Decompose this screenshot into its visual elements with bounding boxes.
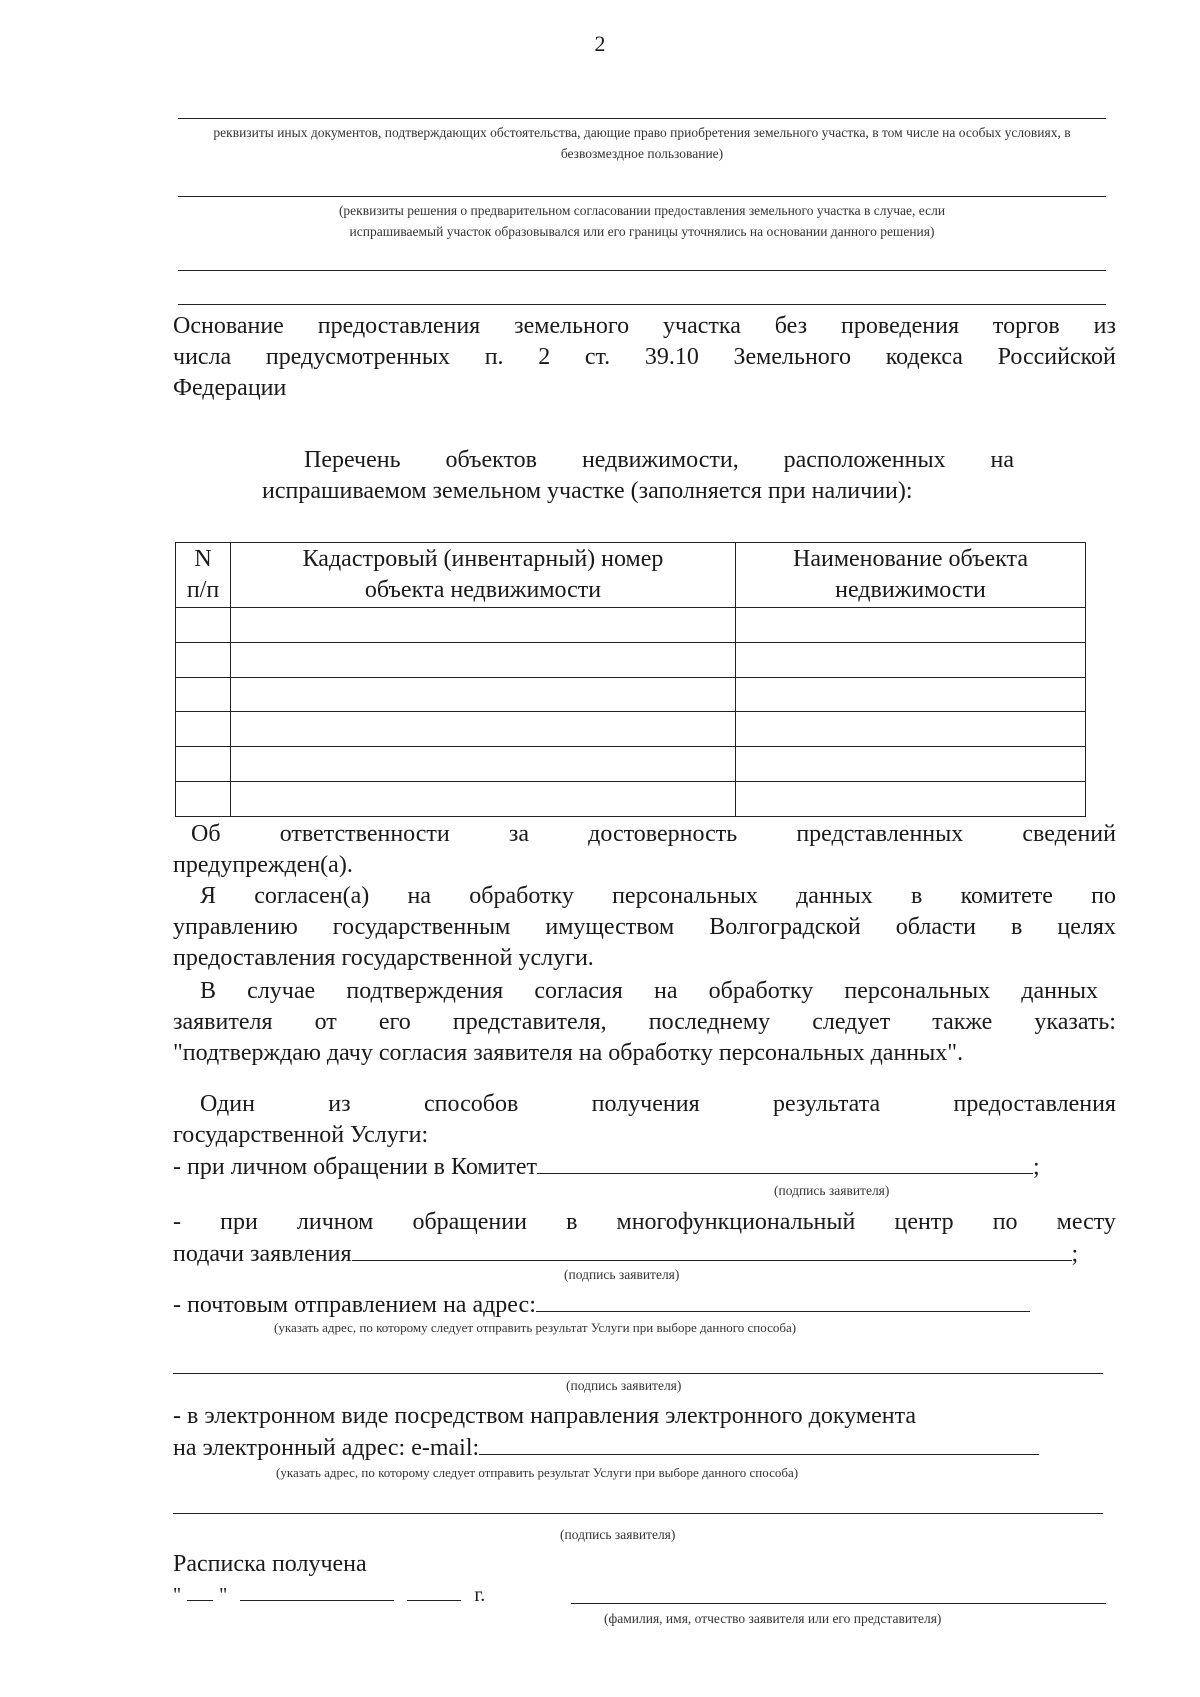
word: комитете [960,883,1053,909]
word: получения [591,1091,700,1117]
word: за [508,821,530,847]
in-person-signature-field[interactable] [537,1151,1033,1174]
word: земельного [514,313,630,339]
header-object-name-line2: недвижимости [835,577,986,603]
method-electronic-label: на электронный адрес: e-mail: [173,1435,480,1461]
word: торгов [992,313,1060,339]
word: В [200,978,217,1004]
word: последнему [648,1009,771,1035]
word: п. [484,344,504,370]
word: заявителя [173,1009,273,1035]
word: на [653,978,678,1004]
word: Российской [997,344,1116,370]
word: случае [247,978,316,1004]
word: персональных [612,883,758,909]
word: многофункциональный [616,1209,856,1235]
receipt-day-field[interactable] [187,1582,213,1601]
method-electronic-line-2 [173,1432,1039,1464]
responsibility-line-1 [173,819,1116,850]
word: персональных [844,978,991,1004]
table-cell[interactable] [176,642,231,677]
list-title-line-1 [262,445,1017,476]
word: управлению [173,914,298,940]
header-cadastral [231,543,736,608]
table-cell[interactable] [736,642,1086,677]
word: области [895,914,977,940]
word: в [1011,914,1023,940]
email-address-field[interactable] [479,1432,1039,1455]
word: Об [191,821,221,847]
table-row [176,782,1086,817]
word: Я [200,883,217,909]
header-object-name-line1: Наименование объекта [793,546,1028,572]
word: при [220,1209,258,1235]
table-cell[interactable] [231,642,736,677]
receipt-fio-caption: (фамилия, имя, отчество заявителя или его представителя) [604,1611,942,1626]
word: расположенных [783,447,946,473]
word: центр [894,1209,954,1235]
header-cadastral-line1: Кадастровый (инвентарный) номер [302,546,664,572]
word: также [932,1009,993,1035]
word: из [328,1091,351,1117]
word: данных [1021,978,1098,1004]
basis-line-2 [173,342,1116,373]
consent-line-2 [173,912,1116,943]
word: обработку [469,883,574,909]
receipt-year-suffix: г. [474,1584,486,1606]
word: в [566,1209,578,1235]
header-cadastral-line2: объекта недвижимости [364,577,602,603]
word: предоставления [953,1091,1116,1117]
word: предусмотренных [265,344,451,370]
word: согласия [534,978,623,1004]
table-cell[interactable] [176,608,231,643]
word: недвижимости, [581,447,739,473]
real-estate-table [175,542,1086,817]
receipt-quote-close: " [219,1584,228,1606]
table-cell[interactable] [231,677,736,712]
word: подтверждения [346,978,504,1004]
table-cell[interactable] [231,608,736,643]
word: без [774,313,808,339]
table-cell[interactable] [231,747,736,782]
table-row [176,677,1086,712]
other-docs-line [178,118,1106,119]
word: ст. [584,344,611,370]
word: согласен(а) [254,883,370,909]
method-postal-label: - почтовым отправлением на адрес: [173,1292,536,1318]
header-number-line1: N [194,546,212,572]
table-cell[interactable] [176,747,231,782]
table-cell[interactable] [176,712,231,747]
word: Один [200,1091,255,1117]
electronic-signature-caption: (подпись заявителя) [560,1527,676,1542]
method-mfc [173,1207,1116,1270]
decision-caption-line1: (реквизиты решения о предварительном согласовании предоставления земельного участка в случае, если [338,203,946,218]
word: участка [663,313,741,339]
mfc-signature-field[interactable] [352,1238,1072,1261]
receipt-year-field[interactable] [407,1582,461,1601]
word: от [314,1009,337,1035]
word: указать: [1034,1009,1116,1035]
postal-address-caption: (указать адрес, по которому следует отправить результат Услуги при выборе данного способа) [274,1320,797,1335]
basis-paragraph [173,311,1116,404]
methods-intro-line-2: государственной Услуги: [173,1122,429,1148]
word: целях [1057,914,1116,940]
table-cell[interactable] [736,747,1086,782]
word: проведения [841,313,959,339]
table-cell[interactable] [736,677,1086,712]
word: кодекса [885,344,963,370]
word: его [378,1009,411,1035]
table-row [176,608,1086,643]
word: представленных [796,821,964,847]
word: числа [173,344,232,370]
table-cell[interactable] [231,712,736,747]
receipt-month-field[interactable] [240,1582,394,1601]
decision-line [178,196,1106,197]
word: личном [296,1209,374,1235]
word: способов [424,1091,519,1117]
table-row [176,712,1086,747]
word: обращении [412,1209,527,1235]
page-number: 2 [594,31,606,56]
word: в [911,883,923,909]
postal-signature-caption: (подпись заявителя) [566,1378,682,1393]
electronic-signature-line [173,1513,1103,1514]
receipt-title: Расписка получена [173,1551,367,1577]
header-number-line2: п/п [186,577,220,603]
methods-intro-line-1 [173,1089,1116,1120]
word: по [992,1209,1018,1235]
blank-line-2 [178,304,1106,305]
word: следует [812,1009,891,1035]
table-cell[interactable] [231,782,736,817]
table-cell[interactable] [736,782,1086,817]
representative-line-1 [173,976,1116,1007]
receipt-quote-open: " [173,1584,182,1606]
word: объектов [445,447,538,473]
mfc-semicolon: ; [1071,1241,1079,1267]
postal-signature-line [173,1373,1103,1374]
email-address-caption: (указать адрес, по которому следует отправить результат Услуги при выборе данного способа) [276,1465,799,1480]
method-mfc-line-1 [173,1207,1116,1238]
table-row [176,642,1086,677]
table-cell[interactable] [736,712,1086,747]
table-body [176,608,1086,817]
word: имуществом [545,914,675,940]
word: Волгоградской [709,914,861,940]
word: месту [1056,1209,1116,1235]
method-in-person [173,1151,1040,1183]
responsibility-line-2: предупрежден(а). [173,852,353,878]
table-header-row [176,543,1086,608]
method-in-person-label: - при личном обращении в Комитет [173,1154,538,1180]
word: 2 [538,344,551,370]
word: обработку [708,978,814,1004]
word: - [173,1209,181,1235]
word: Основание [173,313,284,339]
representative-paragraph [173,976,1116,1069]
in-person-semicolon: ; [1033,1154,1040,1180]
word: из [1093,313,1116,339]
word: Перечень [304,447,401,473]
methods-intro [173,1089,1116,1151]
word: данных [796,883,873,909]
consent-line-1 [173,881,1116,912]
consent-paragraph [173,881,1116,974]
method-mfc-line-2 [173,1238,1116,1270]
table-row [176,747,1086,782]
header-object-name [736,543,1086,608]
word: результата [773,1091,881,1117]
representative-line-3: "подтверждаю дачу согласия заявителя на обработку персональных данных". [173,1040,964,1066]
word: 39.10 [644,344,699,370]
word: на [407,883,431,909]
other-docs-caption: реквизиты иных документов, подтверждающих обстоятельства, дающие право приобретения земельного участка, в том числе на особых условиях, в безвозмездное пользование) [213,125,1071,161]
word: на [990,447,1014,473]
word: ответственности [279,821,450,847]
basis-line-3: Федерации [173,375,287,401]
method-electronic [173,1401,1039,1464]
method-electronic-line-1: - в электронном виде посредством направления электронного документа [173,1403,917,1429]
word: предоставления [317,313,481,339]
word: Земельного [733,344,852,370]
receipt-date-row [173,1580,485,1611]
receipt-fio-line [571,1603,1106,1604]
header-number [176,543,231,608]
word: по [1091,883,1116,909]
responsibility-paragraph [173,819,1116,881]
consent-line-3: предоставления государственной услуги. [173,945,594,971]
decision-caption-line2: испрашиваемый участок образовывался или его границы уточнялись на основании данного решения) [349,224,935,239]
blank-line-1 [178,270,1106,271]
list-title-line-2: испрашиваемом земельном участке (заполняется при наличии): [262,478,913,504]
table-cell[interactable] [176,782,231,817]
in-person-signature-caption: (подпись заявителя) [774,1183,890,1198]
table-cell[interactable] [736,608,1086,643]
word: достоверность [588,821,738,847]
word: государственным [332,914,511,940]
basis-line-1 [173,311,1116,342]
word: представителя, [452,1009,607,1035]
method-mfc-label: подачи заявления [173,1241,352,1267]
representative-line-2 [173,1007,1116,1038]
word: сведений [1022,821,1116,847]
method-postal [173,1289,1030,1321]
table-cell[interactable] [176,677,231,712]
mfc-signature-caption: (подпись заявителя) [564,1267,680,1282]
postal-address-field[interactable] [536,1289,1030,1312]
list-title [262,445,1017,507]
